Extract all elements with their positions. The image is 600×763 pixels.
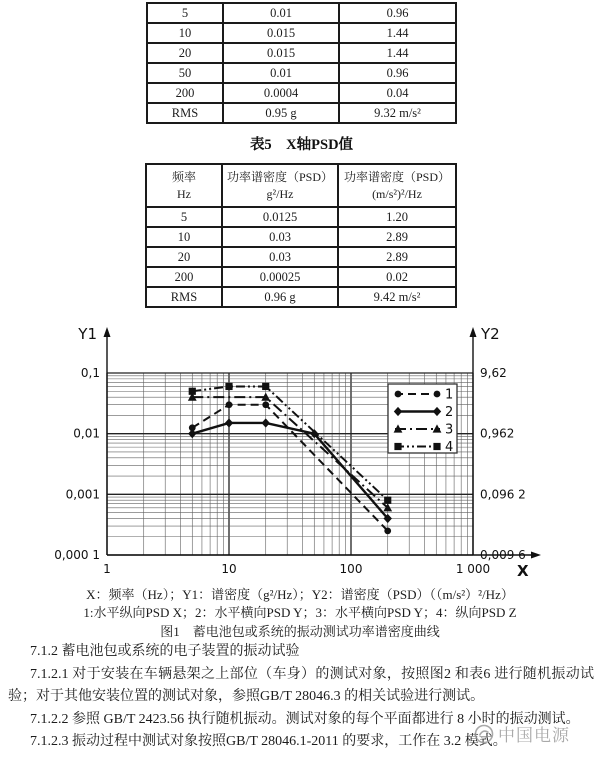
svg-text:1 000: 1 000 (455, 562, 491, 576)
watermark-label: 中国电源 (498, 726, 570, 745)
table-row (147, 83, 456, 103)
table-cell: 0.95 g (223, 103, 339, 123)
figure-series-caption: 1:水平纵向PSD X；2：水平横向PSD Y；3：水平横向PSD Y；4：纵向PSD Z (83, 605, 517, 620)
table-row (147, 23, 456, 43)
table-row (146, 207, 456, 227)
table-row (147, 103, 456, 123)
clause-7-1-2: 7.1.2 蓄电池包或系统的电子装置的振动试验 (30, 644, 300, 659)
svg-text:0,1: 0,1 (80, 366, 100, 380)
table-cell: 0.02 (338, 267, 456, 287)
table-row (146, 287, 456, 307)
line-chart (0, 320, 600, 586)
table-cell: 0.0125 (222, 207, 338, 227)
table-cell: 0.015 (223, 23, 339, 43)
svg-text:0,096 2: 0,096 2 (480, 487, 526, 502)
table-cell: 1.44 (339, 23, 456, 43)
table-cell: RMS (147, 103, 223, 123)
table-row (146, 227, 456, 247)
table-cell: 5 (146, 207, 222, 227)
table-header-cell (338, 164, 456, 207)
table-row (147, 63, 456, 83)
svg-text:1: 1 (103, 562, 111, 576)
table-cell: 0.01 (223, 63, 339, 83)
svg-text:0,001: 0,001 (65, 487, 100, 502)
svg-text:1: 1 (445, 387, 454, 403)
table-cell: 0.96 (339, 3, 456, 23)
table5-caption: 表5 X轴PSD值 (249, 137, 354, 153)
psd-table-x-axis (145, 163, 457, 308)
table-cell: 0.03 (222, 227, 338, 247)
header-line: Hz (177, 186, 191, 201)
header-line: (m/s²)²/Hz (372, 186, 422, 201)
header-line: 功率谱密度（PSD） (226, 169, 333, 184)
table-cell: 0.04 (339, 83, 456, 103)
table-cell: 0.00025 (222, 267, 338, 287)
table-row (146, 247, 456, 267)
table-row (147, 3, 456, 23)
table-cell: 1.44 (339, 43, 456, 63)
clause-7-1-2-2: 7.1.2.2 参照 GB/T 2423.56 执行随机振动。测试对象的每个平面都进行 8 小时的振动测试。 (30, 711, 580, 727)
table-cell: 50 (147, 63, 223, 83)
clause-7-1-2-1: 7.1.2.1 对于安装在车辆悬架之上部位（车身）的测试对象，按照图2 和表6 进行随机振动试验；对于其他安装位置的测试对象，参照GB/T 28046.3 的相关试验进行测试。 (8, 666, 594, 705)
svg-text:0,01: 0,01 (73, 426, 100, 441)
publisher-watermark (472, 721, 570, 746)
psd-table-z-axis (146, 2, 457, 124)
china-power-logo-icon (472, 722, 496, 746)
table-cell: 2.89 (338, 227, 456, 247)
psd-figure-chart (0, 320, 600, 586)
svg-text:0,962: 0,962 (480, 426, 515, 441)
svg-text:4: 4 (445, 440, 454, 455)
table-cell: 9.32 m/s² (339, 103, 456, 123)
table-cell: 2.89 (338, 247, 456, 267)
table-cell: 0.015 (223, 43, 339, 63)
table-row (147, 43, 456, 63)
table-cell: 0.03 (222, 247, 338, 267)
svg-text:0,009 6: 0,009 6 (480, 548, 526, 562)
svg-text:100: 100 (339, 562, 363, 576)
table-row (146, 267, 456, 287)
svg-text:9,62: 9,62 (480, 366, 507, 380)
table-cell: 20 (147, 43, 223, 63)
table-cell: RMS (146, 287, 222, 307)
header-line: 功率谱密度（PSD） (343, 169, 450, 184)
figure-axes-caption: X：频率（Hz）；Y1：谱密度（g²/Hz）；Y2：谱密度（PSD）（（m/s²）²/Hz） (86, 587, 514, 602)
svg-text:Y2: Y2 (481, 325, 500, 343)
table-header-row (146, 164, 456, 207)
clause-7-1-2-3: 7.1.2.3 振动过程中测试对象按照GB/T 28046.1-2011 的要求，工作在 3.2 模式。 (30, 734, 507, 750)
table-cell: 10 (147, 23, 223, 43)
svg-text:X: X (517, 562, 529, 580)
table-header-cell (146, 164, 222, 207)
header-line: 频率 (171, 169, 196, 184)
table-cell: 5 (147, 3, 223, 23)
table-cell: 0.96 g (222, 287, 338, 307)
svg-text:3: 3 (445, 422, 454, 438)
table-cell: 200 (147, 83, 223, 103)
table-cell: 0.0004 (223, 83, 339, 103)
table-cell: 200 (146, 267, 222, 287)
table-cell: 0.01 (223, 3, 339, 23)
svg-text:10: 10 (221, 562, 237, 576)
table-cell: 10 (146, 227, 222, 247)
svg-text:Y1: Y1 (78, 325, 97, 343)
table-cell: 0.96 (339, 63, 456, 83)
figure-title-caption: 图1 蓄电池包或系统的振动测试功率谱密度曲线 (160, 624, 440, 639)
table-cell: 1.20 (338, 207, 456, 227)
table-cell: 20 (146, 247, 222, 267)
svg-text:0,000 1: 0,000 1 (54, 548, 100, 562)
table-header-cell (222, 164, 338, 207)
svg-text:2: 2 (445, 405, 454, 420)
header-line: g²/Hz (266, 186, 294, 201)
table-cell: 9.42 m/s² (338, 287, 456, 307)
